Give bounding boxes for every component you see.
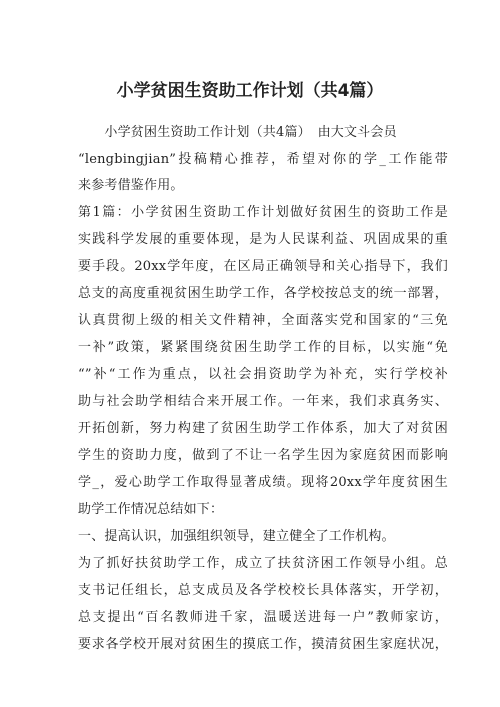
document-title: 小学贫困生资助工作计划（共4篇） [116, 81, 384, 101]
paragraph-line: 要手段。20xx学年度，在区局正确领导和关心指导下，我们 [78, 259, 448, 274]
intro-line: “lengbingjian”投稿精心推荐，希望对你的学_工作能带 [78, 152, 448, 167]
paragraph-line: “”补“工作为重点，以社会捐资助学为补充，实行学校补 [78, 367, 448, 382]
intro-line: 小学贫困生资助工作计划（共4篇） 由大文斗会员 [78, 125, 397, 140]
paragraph-line: 总支提出“百名教师进千家，温暖送进每一户”教师家访， [78, 610, 448, 625]
paragraph-line: 第1篇：小学贫困生资助工作计划做好贫困生的资助工作是 [78, 205, 448, 220]
paragraph-line: 助与社会助学相结合来开展工作。一年来，我们求真务实、 [78, 394, 448, 409]
paragraph-line: 认真贯彻上级的相关文件精神，全面落实党和国家的“三免 [78, 313, 448, 328]
paragraph-line: 总支的高度重视贫困生助学工作，各学校按总支的统一部署， [78, 286, 448, 301]
paragraph-line: 要求各学校开展对贫困生的摸底工作，摸清贫困生家庭状况， [78, 637, 448, 652]
paragraph-line: 支书记任组长，总支成员及各学校校长具体落实，开学初， [78, 583, 448, 598]
intro-line: 来参考借鉴作用。 [78, 178, 184, 193]
paragraph-line: 实践科学发展的重要体现，是为人民谋利益、巩固成果的重 [78, 232, 448, 247]
paragraph-line: 一补”政策，紧紧围绕贫困生助学工作的目标，以实施“免 [78, 340, 448, 355]
paragraph-line: 为了抓好扶贫助学工作，成立了扶贫济困工作领导小组。总 [78, 556, 448, 571]
paragraph-line: 学生的资助力度，做到了不让一名学生因为家庭贫困而影响 [78, 448, 448, 463]
paragraph-line: 开拓创新，努力构建了贫困生助学工作体系，加大了对贫困 [78, 421, 448, 436]
paragraph-line: 助学工作情况总结如下： [78, 502, 224, 517]
section-heading: 一、提高认识，加强组织领导，建立健全了工作机构。 [78, 529, 395, 544]
paragraph-line: 学_，爱心助学工作取得显著成绩。现将20xx学年度贫困生 [78, 475, 448, 490]
